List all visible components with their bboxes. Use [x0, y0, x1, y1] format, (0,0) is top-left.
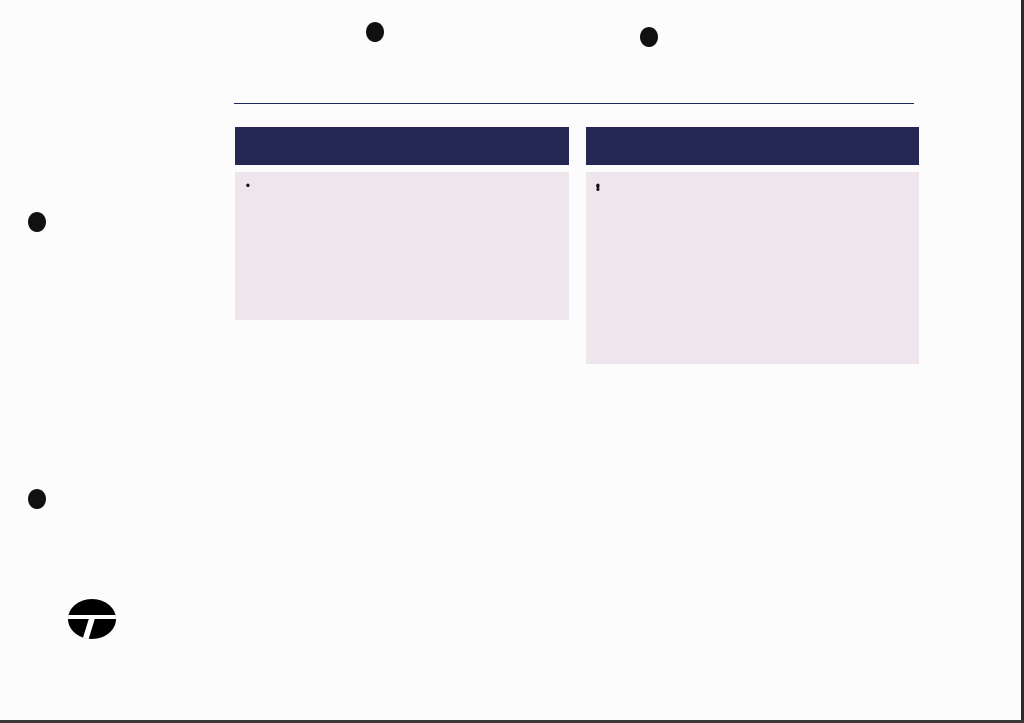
punch-hole-top-left	[366, 22, 384, 42]
right-column-list	[592, 175, 910, 179]
right-column-heading	[586, 127, 919, 165]
right-column-panel	[586, 172, 919, 364]
tiehallinto-logo-icon	[60, 595, 124, 655]
left-column-panel	[235, 172, 569, 320]
title-divider	[234, 103, 914, 104]
logo-top	[60, 595, 124, 617]
left-column-heading	[235, 127, 569, 165]
punch-hole-top-right	[640, 27, 658, 47]
punch-hole-side-upper	[28, 212, 46, 232]
punch-hole-side-lower	[28, 489, 46, 509]
